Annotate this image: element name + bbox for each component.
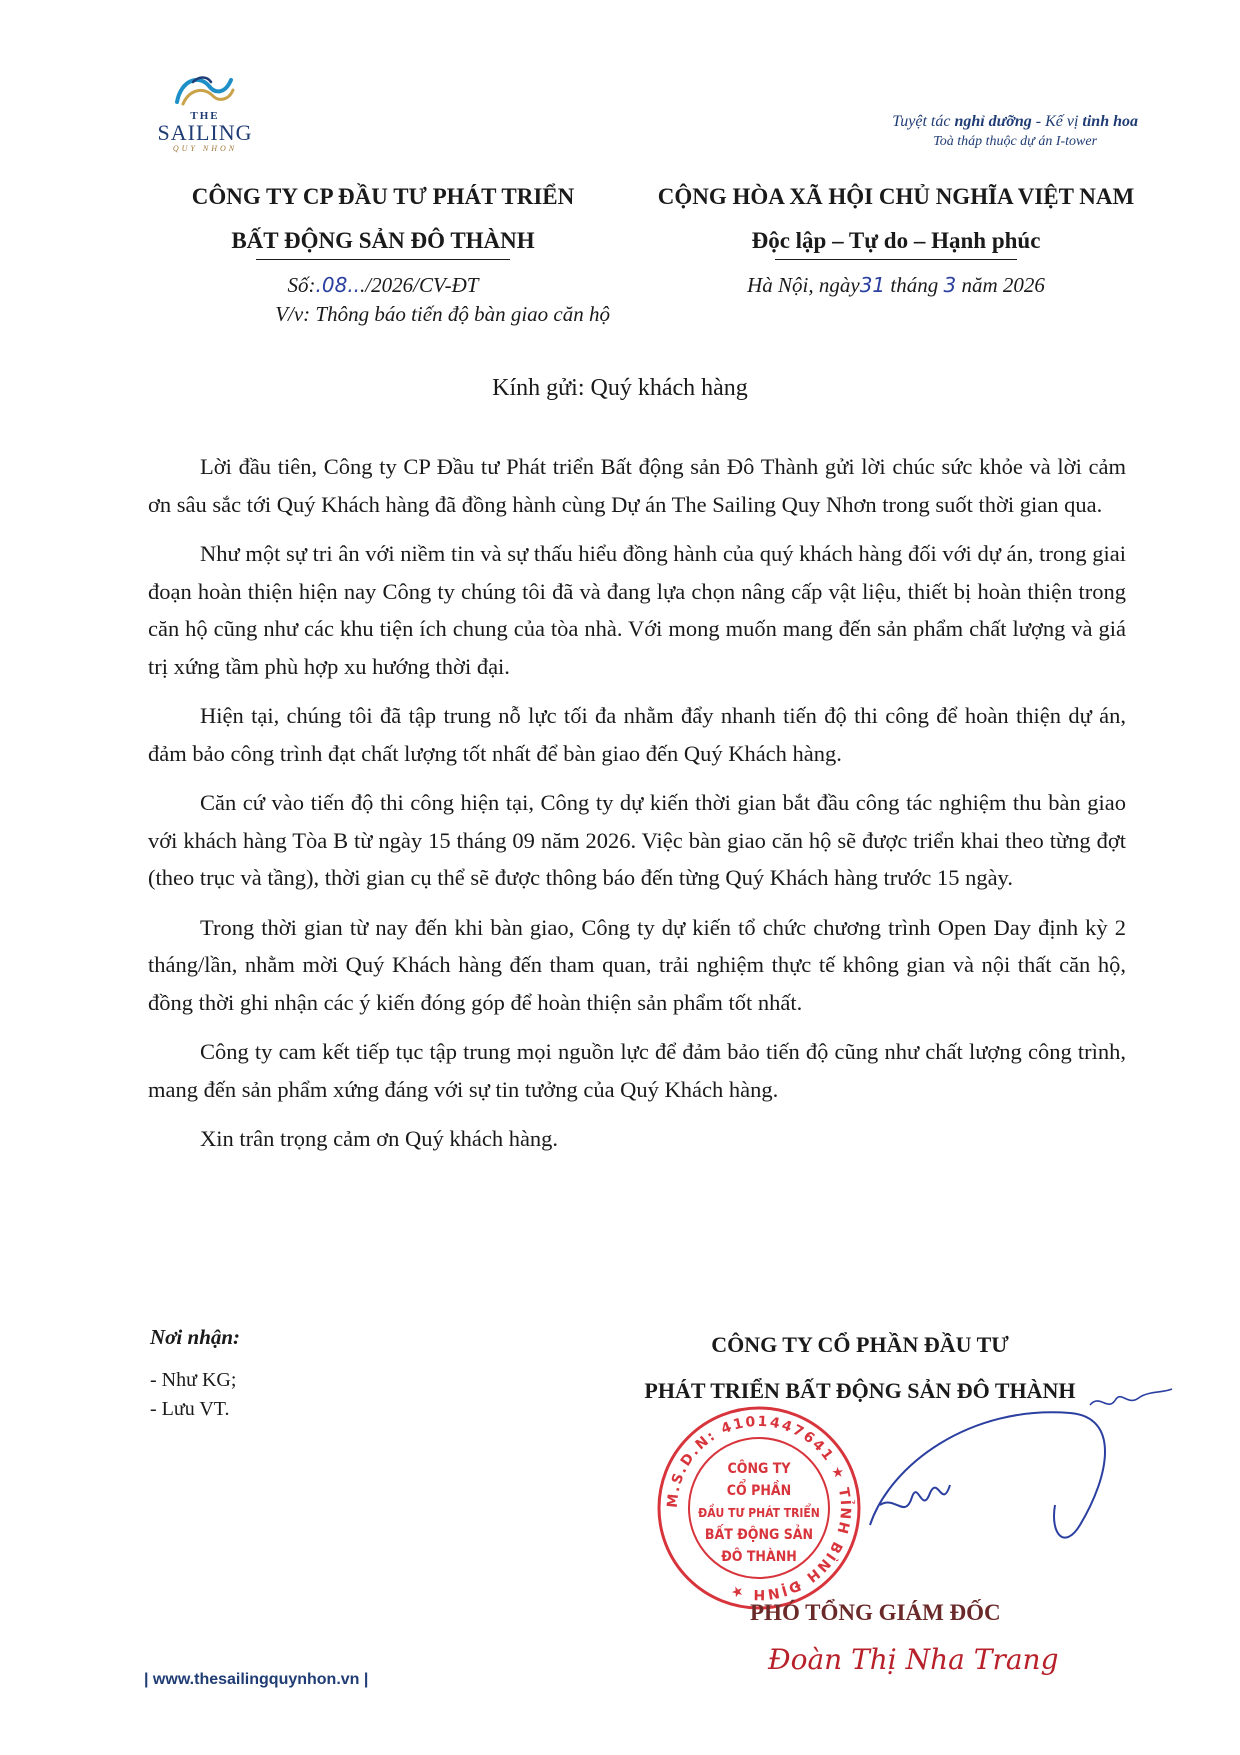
paragraph: Hiện tại, chúng tôi đã tập trung nỗ lực tối đa nhằm đẩy nhanh tiến độ thi công để hoàn thiện dự án, đảm bảo công trình đạt chất lượng tốt nhất để bàn giao đến Quý Khách hàng. <box>148 703 1126 766</box>
svg-text:BẤT ĐỘNG SẢN: BẤT ĐỘNG SẢN <box>704 1527 814 1543</box>
svg-text:CỔ PHẦN: CỔ PHẦN <box>726 1483 792 1499</box>
tagline-line1: Tuyệt tác nghỉ dưỡng - Kế vị tinh hoa <box>892 113 1138 130</box>
logo-the: THE <box>190 110 220 122</box>
national-title: CỘNG HÒA XÃ HỘI CHỦ NGHĨA VIỆT NAM <box>657 184 1135 209</box>
document-subject: V/v: Thông báo tiến độ bàn giao căn hộ <box>275 302 610 326</box>
logo-city: QUY NHON <box>172 144 238 153</box>
website-link[interactable]: | www.thesailingquynhon.vn | <box>144 1671 369 1688</box>
svg-text:ĐẦU TƯ PHÁT TRIỂN: ĐẦU TƯ PHÁT TRIỂN <box>698 1506 820 1520</box>
issuer-name-line1: CÔNG TY CP ĐẦU TƯ PHÁT TRIỂN <box>191 184 575 209</box>
national-motto: Độc lập – Tự do – Hạnh phúc <box>752 219 1041 263</box>
recipient-item: - Lưu VT. <box>150 1398 230 1420</box>
signer-company-line1: CÔNG TY CỔ PHẦN ĐẦU TƯ <box>711 1332 1009 1357</box>
paragraph: Xin trân trọng cảm ơn Quý khách hàng. <box>200 1126 559 1151</box>
recipient-item: - Như KG; <box>150 1369 237 1391</box>
recipients-title: Nơi nhận: <box>150 1325 241 1349</box>
national-header <box>626 175 1166 307</box>
letter-body <box>148 448 1126 1170</box>
wave-logo-icon <box>173 72 237 108</box>
paragraph: Lời đầu tiên, Công ty CP Đầu tư Phát triển Bất động sản Đô Thành gửi lời chúc sức khỏe và lời cảm ơn sâu sắc tới Quý Khách hàng đã đồng hành cùng Dự án The Sailing Quy Nhơn trong suốt thời gian qua. <box>148 454 1126 517</box>
svg-text:ĐÔ THÀNH: ĐÔ THÀNH <box>721 1549 797 1565</box>
document-date: Hà Nội, ngày31 tháng 3 năm 2026 <box>747 273 1045 297</box>
issuer-header <box>148 175 618 307</box>
svg-text:M.S.D.N: 4101447641 ★ TỈNH BÌN: M.S.D.N: 4101447641 ★ TỈNH BÌNH ĐỊNH ★ <box>664 1413 854 1603</box>
paragraph: Như một sự tri ân với niềm tin và sự thấu hiểu đồng hành của quý khách hàng đối với dự án, trong giai đoạn hoàn thiện hiện nay Công ty chúng tôi đã và đang lựa chọn nâng cấp vật liệu, thiết bị hoàn thiện trong căn hộ cũng như các khu tiện ích chung của tòa nhà. Với mong muốn mang đến sản phẩm chất lượng và giá trị xứng tầm phù hợp xu hướng thời đại. <box>148 541 1126 679</box>
signer-name: Đoàn Thị Nha Trang <box>768 1643 1059 1676</box>
document-number: Số:.08.../2026/CV-ĐT <box>287 273 479 297</box>
recipients <box>150 1325 240 1424</box>
tagline-line2: Toà tháp thuộc dự án I-tower <box>933 134 1098 149</box>
paragraph: Căn cứ vào tiến độ thi công hiện tại, Công ty dự kiến thời gian bắt đầu công tác nghiệm thu bàn giao với khách hàng Tòa B từ ngày 15 tháng 09 năm 2026. Việc bàn giao căn hộ sẽ được triển khai theo từng đợt (theo trục và tầng), thời gian cụ thể sẽ được thông báo đến từng Quý Khách hàng trước 15 ngày. <box>148 790 1126 890</box>
signature-scribble <box>850 1385 1180 1585</box>
signer-position: PHÓ TỔNG GIÁM ĐỐC <box>750 1600 1001 1625</box>
svg-text:CÔNG TY: CÔNG TY <box>727 1461 791 1477</box>
paragraph: Trong thời gian từ nay đến khi bàn giao, Công ty dự kiến tổ chức chương trình Open Day định kỳ 2 tháng/lần, nhằm mời Quý Khách hàng đến tham quan, trải nghiệm thực tế không gian và nội thất căn hộ, đồng thời ghi nhận các ý kiến đóng góp để hoàn thiện sản phẩm tốt nhất. <box>148 914 1126 1015</box>
paragraph: Công ty cam kết tiếp tục tập trung mọi nguồn lực để đảm bảo tiến độ cũng như chất lượng công trình, mang đến sản phẩm xứng đáng với sự tin tưởng của Quý Khách hàng. <box>148 1039 1126 1102</box>
logo-sailing: SAILING <box>157 120 253 145</box>
signer-company-line2: PHÁT TRIỂN BẤT ĐỘNG SẢN ĐÔ THÀNH <box>644 1378 1076 1403</box>
company-logo <box>150 72 260 153</box>
tagline <box>892 113 1138 150</box>
company-seal <box>654 1403 864 1613</box>
salutation: Kính gửi: Quý khách hàng <box>492 375 748 401</box>
issuer-name-line2: BẤT ĐỘNG SẢN ĐÔ THÀNH <box>231 219 534 263</box>
